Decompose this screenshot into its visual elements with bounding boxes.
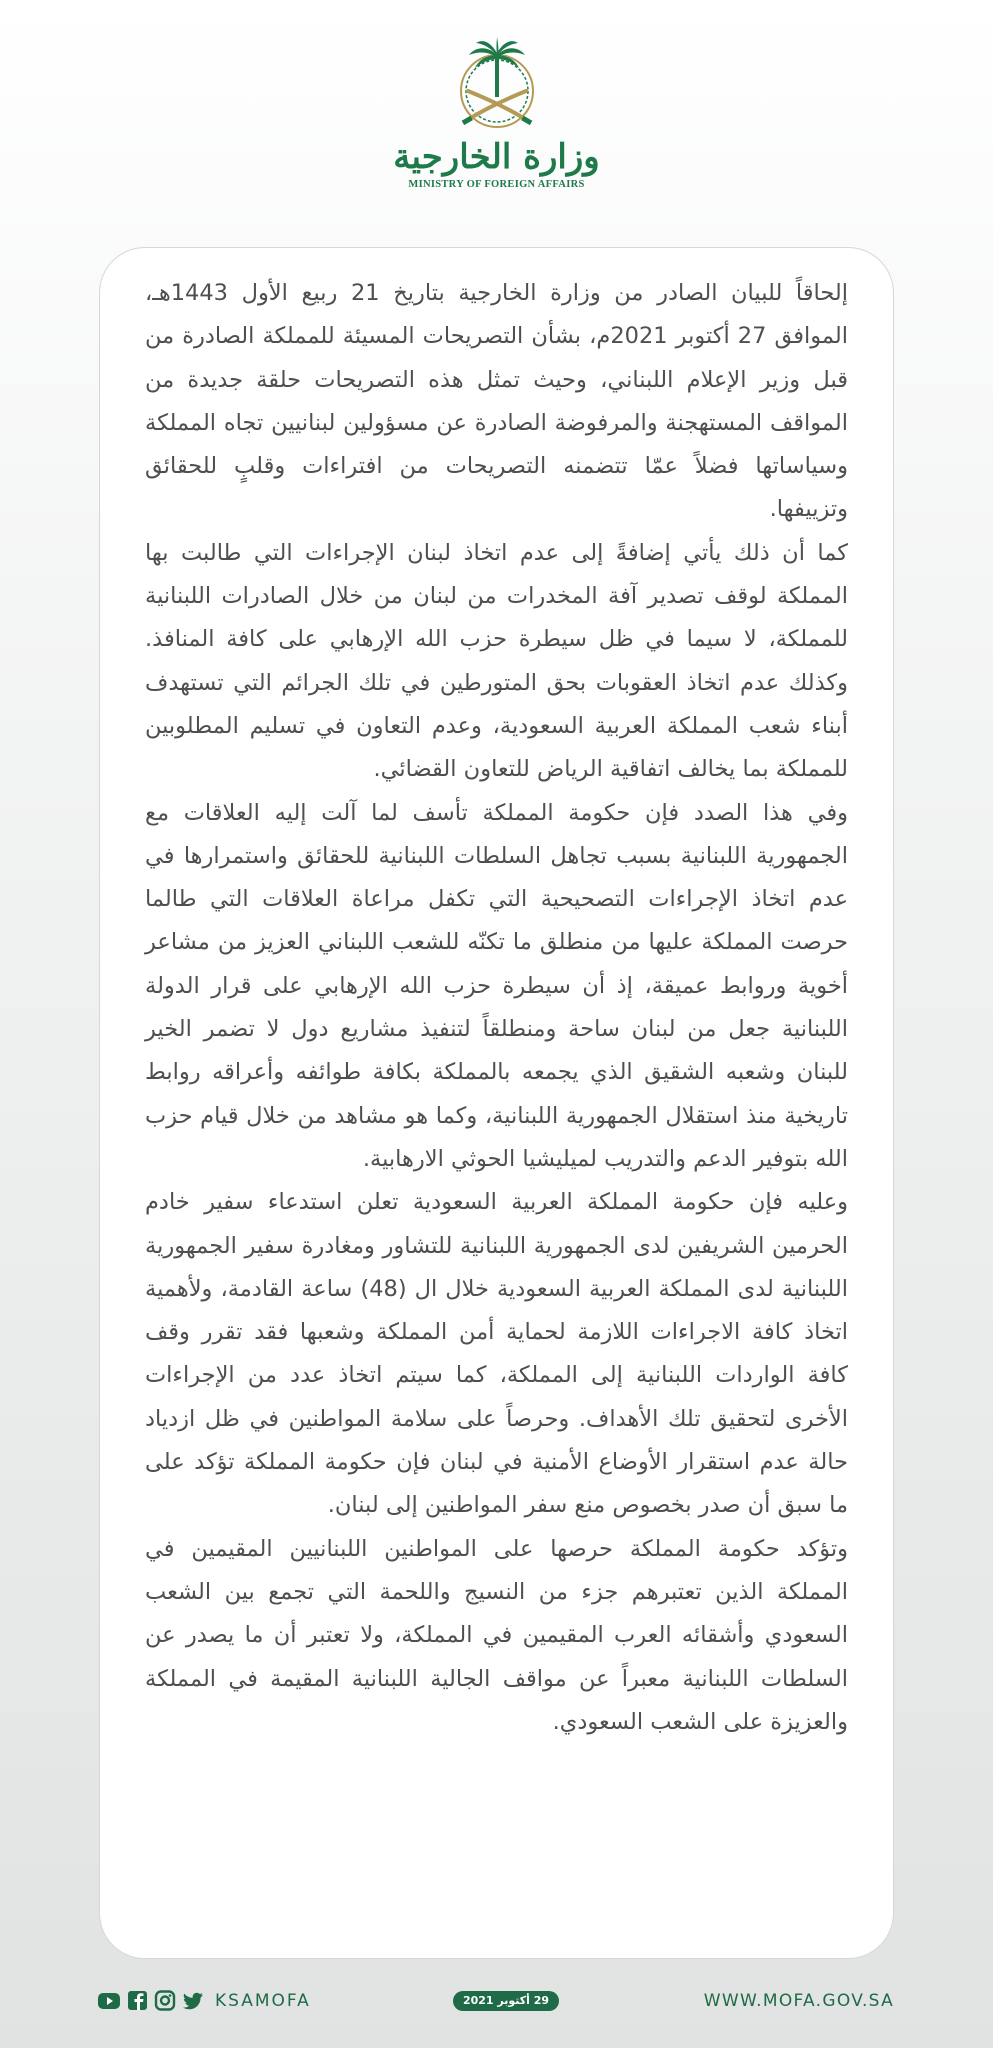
footer — [0, 1987, 993, 2017]
facebook-icon[interactable] — [125, 1990, 149, 2012]
statement-paragraph: وعليه فإن حكومة المملكة العربية السعودية تعلن استدعاء سفير خادم الحرمين الشريفين لدى الجمهورية اللبنانية للتشاور ومغادرة سفير الجمهورية اللبنانية لدى المملكة العربية السعودية خلال ال (48) ساعة القادمة، ولأهمية اتخاذ كافة الاجراءات اللازمة لحماية أمن المملكة وشعبها فقد تقرر وقف كافة الواردات اللبنانية إلى المملكة، كما سيتم اتخاذ عدد من الإجراءات الأخرى لتحقيق تلك الأهداف. وحرصاً على سلامة المواطنين في ظل ازدياد حالة عدم استقرار الأوضاع الأمنية في لبنان فإن حكومة المملكة تؤكد على ما سبق أن صدر بخصوص منع سفر المواطنين إلى لبنان. — [145, 1189, 848, 1519]
statement-paragraph: إلحاقاً للبيان الصادر من وزارة الخارجية بتاريخ 21 ربيع الأول 1443هـ، الموافق 27 أكتوبر 2021م، بشأن التصريحات المسيئة للمملكة الصادرة من قبل وزير الإعلام اللبناني، وحيث تمثل هذه التصريحات حلقة جديدة من المواقف المستهجنة والمرفوضة الصادرة عن مسؤولين لبنانيين تجاه المملكة وسياساتها فضلاً عمّا تتضمنه التصريحات من افتراءات وقلبٍ للحقائق وتزييفها. — [145, 280, 848, 523]
ministry-name-arabic: وزارة الخارجية — [393, 137, 600, 177]
instagram-icon[interactable] — [153, 1990, 177, 2012]
letterhead — [0, 35, 993, 190]
website-link[interactable]: WWW.MOFA.GOV.SA — [703, 1991, 894, 2011]
social-handle[interactable]: KSAMOFA — [215, 1991, 311, 2011]
date-badge: 29 أكتوبر 2021 — [453, 1991, 559, 2011]
statement-body — [145, 272, 848, 1744]
social-links — [97, 1989, 311, 2013]
saudi-emblem-icon — [442, 35, 552, 135]
statement-paragraph: وتؤكد حكومة المملكة حرصها على المواطنين اللبنانيين المقيمين في المملكة الذين تعتبرهم جزء من النسيج واللحمة التي تجمع بين الشعب السعودي وأشقائه العرب المقيمين في المملكة، ولا تعتبر أن ما يصدر عن السلطات اللبنانية معبراً عن مواقف الجالية اللبنانية المقيمة في المملكة والعزيزة على الشعب السعودي. — [145, 1535, 848, 1735]
statement-paragraph: كما أن ذلك يأتي إضافةً إلى عدم اتخاذ لبنان الإجراءات التي طالبت بها المملكة لوقف تصدير آفة المخدرات من لبنان من خلال الصادرات اللبنانية للمملكة، لا سيما في ظل سيطرة حزب الله الإرهابي على كافة المنافذ. وكذلك عدم اتخاذ العقوبات بحق المتورطين في تلك الجرائم التي تستهدف أبناء شعب المملكة العربية السعودية، وعدم التعاون في تسليم المطلوبين للمملكة بما يخالف اتفاقية الرياض للتعاون القضائي. — [145, 539, 848, 783]
statement-card — [99, 247, 894, 1959]
youtube-icon[interactable] — [97, 1990, 121, 2012]
twitter-icon[interactable] — [181, 1990, 205, 2012]
ministry-name-english: MINISTRY OF FOREIGN AFFAIRS — [408, 179, 585, 190]
statement-paragraph: وفي هذا الصدد فإن حكومة المملكة تأسف لما آلت إليه العلاقات مع الجمهورية اللبنانية بسبب تجاهل السلطات اللبنانية للحقائق واستمرارها في عدم اتخاذ الإجراءات التصحيحية التي تكفل مراعاة العلاقات التي طالما حرصت المملكة عليها من منطلق ما تكنّه للشعب اللبناني العزيز من مشاعر أخوية وروابط عميقة، إذ أن سيطرة حزب الله الإرهابي على قرار الدولة اللبنانية جعل من لبنان ساحة ومنطلقاً لتنفيذ مشاريع دول لا تضمر الخير للبنان وشعبه الشقيق الذي يجمعه بالمملكة بكافة طوائفه وأعراقه روابط تاريخية منذ استقلال الجمهورية اللبنانية، وكما هو مشاهد من خلال قيام حزب الله بتوفير الدعم والتدريب لميليشيا الحوثي الارهابية. — [145, 799, 848, 1172]
